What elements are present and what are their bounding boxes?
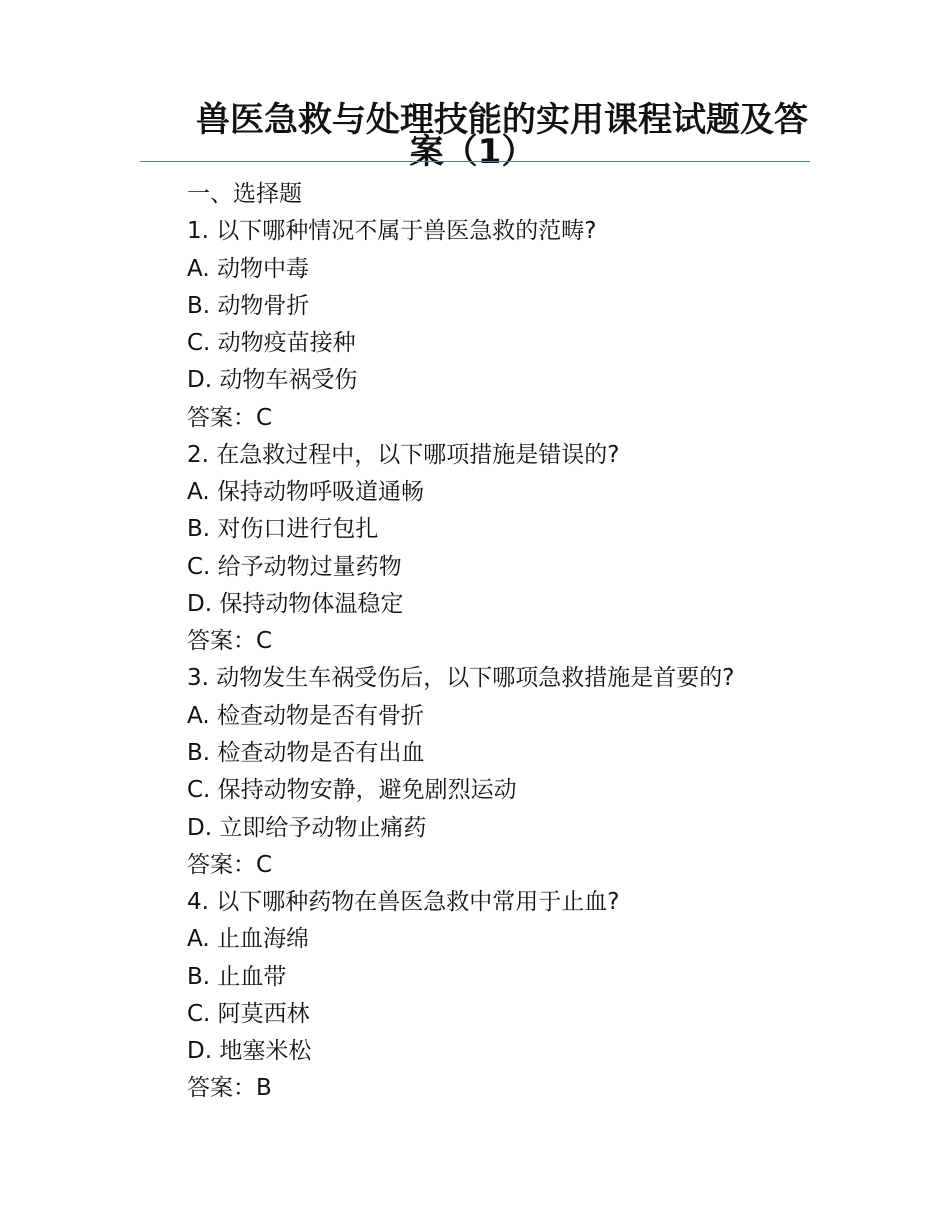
title-line-2: 案（1） [409, 132, 536, 172]
option-b: B. 检查动物是否有出血 [187, 739, 425, 766]
answer: 答案：C [187, 628, 273, 655]
option-a: A. 保持动物呼吸道通畅 [187, 479, 424, 506]
answer: 答案：C [187, 404, 273, 431]
answer: 答案：B [187, 1075, 272, 1102]
option-c: C. 动物疫苗接种 [187, 330, 356, 357]
document-title [140, 100, 810, 172]
option-a: A. 止血海绵 [187, 926, 309, 953]
title-divider [140, 161, 810, 162]
document-body [187, 176, 827, 1108]
title-line-1: 兽医急救与处理技能的实用课程试题及答 [196, 100, 808, 140]
option-d: D. 立即给予动物止痛药 [187, 814, 427, 841]
option-c: C. 阿莫西林 [187, 1000, 310, 1027]
option-a: A. 检查动物是否有骨折 [187, 702, 424, 729]
question-stem: 2. 在急救过程中，以下哪项措施是错误的? [187, 441, 620, 468]
question-stem: 4. 以下哪种药物在兽医急救中常用于止血? [187, 889, 620, 916]
option-b: B. 止血带 [187, 963, 287, 990]
question-3 [187, 660, 827, 884]
option-b: B. 动物骨折 [187, 292, 310, 319]
question-stem: 1. 以下哪种情况不属于兽医急救的范畴? [187, 218, 597, 245]
option-b: B. 对伤口进行包扎 [187, 516, 379, 543]
option-c: C. 保持动物安静，避免剧烈运动 [187, 777, 517, 804]
option-c: C. 给予动物过量药物 [187, 553, 402, 580]
option-d: D. 地塞米松 [187, 1038, 312, 1065]
question-2 [187, 437, 827, 661]
option-d: D. 保持动物体温稳定 [187, 590, 404, 617]
option-d: D. 动物车祸受伤 [187, 367, 358, 394]
section-heading: 一、选择题 [187, 181, 302, 207]
question-stem: 3. 动物发生车祸受伤后，以下哪项急救措施是首要的? [187, 665, 735, 692]
option-a: A. 动物中毒 [187, 255, 309, 282]
answer: 答案：C [187, 851, 273, 878]
question-4 [187, 884, 827, 1108]
question-1 [187, 213, 827, 437]
